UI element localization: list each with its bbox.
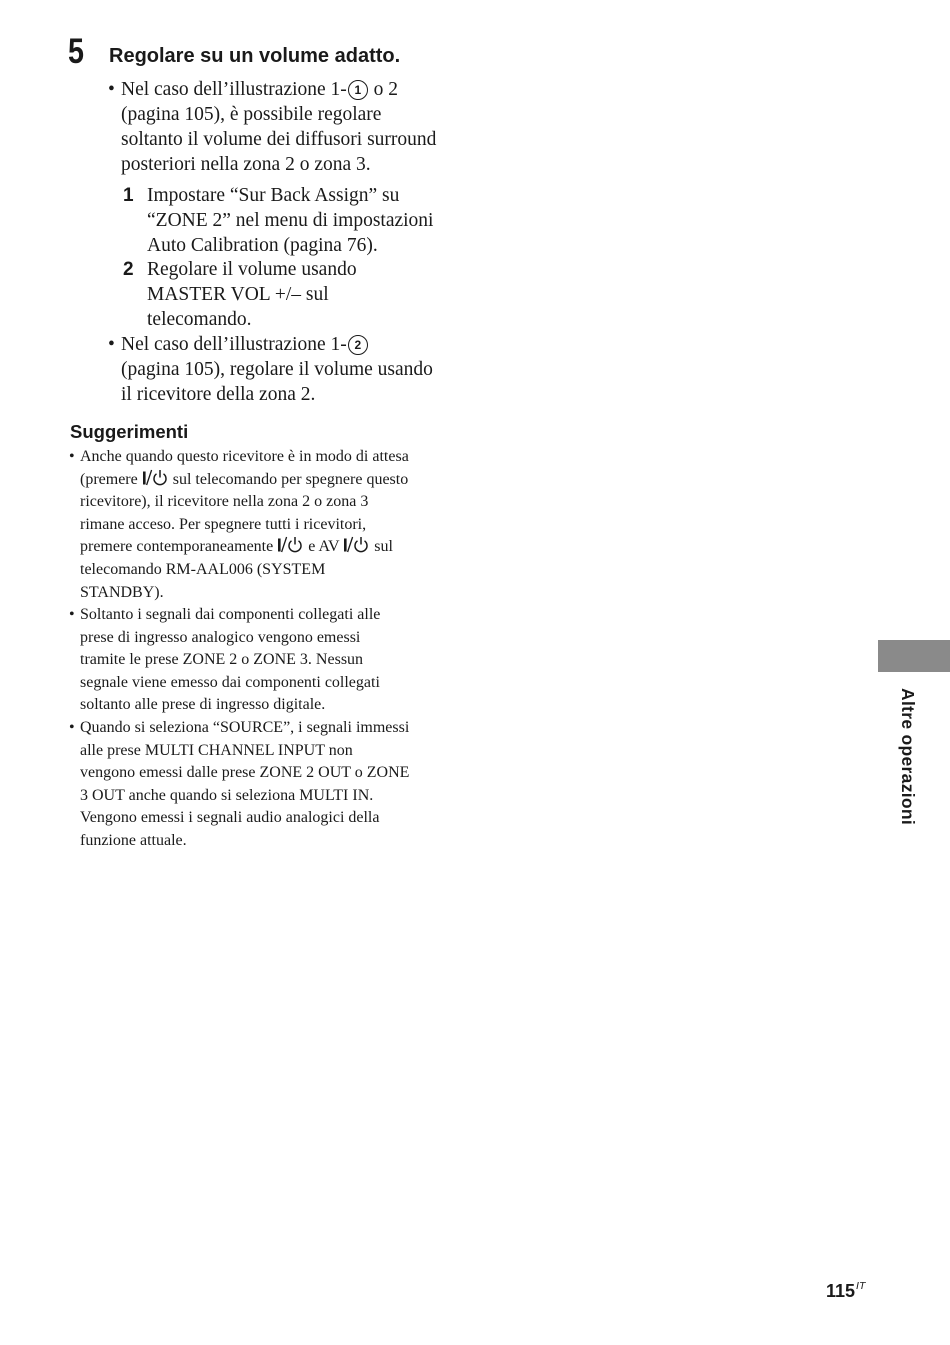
step-title: Regolare su un volume adatto. <box>109 45 401 67</box>
power-standby-icon <box>343 536 370 561</box>
bullet-dot: • <box>69 719 75 736</box>
bullet-line: Nel caso dell’illustrazione 1- 1 o 2 <box>121 79 399 100</box>
bullet-line: posteriori nella zona 2 o zona 3. <box>121 154 371 175</box>
bullet-dot: • <box>69 448 75 465</box>
bullet-dot: • <box>108 79 115 100</box>
power-standby-icon <box>277 536 304 561</box>
circled-number-1: 1 <box>348 80 368 100</box>
section-label: Altre operazioni <box>898 688 918 826</box>
step-heading <box>68 32 468 72</box>
bullet-line: (pagina 105), è possibile regolare <box>121 104 382 125</box>
bullet-line: soltanto il volume dei diffusori surround <box>121 129 437 150</box>
tips-heading: Suggerimenti <box>70 421 189 442</box>
substep-number: 2 <box>123 259 134 280</box>
bullet-line: Nel caso dell’illustrazione 1- 2 <box>121 332 433 357</box>
section-tab-marker <box>878 640 950 672</box>
bullet-line: il ricevitore della zona 2. <box>121 384 316 405</box>
power-standby-icon <box>142 469 169 494</box>
bullet-dot: • <box>69 606 75 623</box>
bullet-line: (pagina 105), regolare il volume usando <box>121 359 433 380</box>
circled-number-2: 2 <box>348 335 368 355</box>
step-number: 5 <box>68 32 84 71</box>
bullet-dot: • <box>108 334 115 355</box>
page-number: $115^{IT}$ <box>826 1280 866 1301</box>
page-language-suffix: IT <box>856 1280 866 1292</box>
substep-number: 1 <box>123 185 134 206</box>
